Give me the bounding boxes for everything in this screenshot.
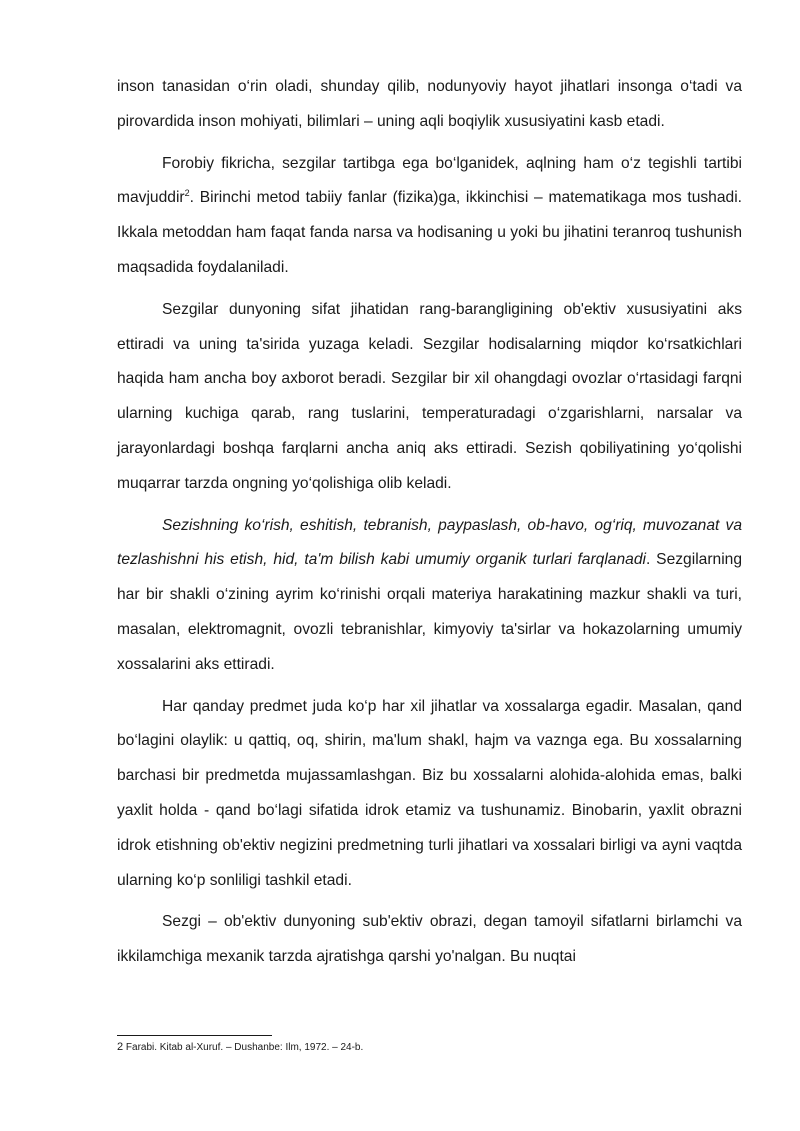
paragraph-5: Har qanday predmet juda ko‘p har xil jihatlar va xossalarga egadir. Masalan, qand bo‘lagini olaylik: u qattiq, oq, shirin, ma'lum shakl, hajm va vaznga ega. Bu xossalarning barchasi bir predmetda mujassamlashgan. Biz bu xossalarni alohida-alohida emas, balki yaxlit holda - qand bo‘lagi sifatida idrok etamiz va tushunamiz. Binobarin, yaxlit obrazni idrok etishning ob'ektiv negizini predmetning turli jihatlari va xossalari birligi va ayni vaqtda ularning ko‘p sonliligi tashkil etadi. — [117, 697, 742, 889]
footnote-reference: 2 — [184, 188, 190, 199]
paragraph-4 — [117, 509, 742, 683]
paragraph-4-italic: Sezishning ko‘rish, eshitish, tebranish, paypaslash, ob-havo, og‘riq, muvozanat va tezlashishni his etish, hid, ta'm bilish kabi umumiy organik turlari farqlanadi — [117, 516, 742, 569]
paragraph-1: inson tanasidan o‘rin oladi, shunday qilib, nodunyoviy hayot jihatlari insonga o‘tadi va pirovardida inson mohiyati, bilimlari – uning aqli boqiylik xususiyatini kasb etadi. — [117, 78, 742, 130]
footnote-number: 2 — [117, 1041, 124, 1053]
footnote — [117, 1040, 742, 1055]
body-text — [117, 70, 742, 982]
paragraph-4-text: . Sezgilarning har bir shakli o‘zining ayrim ko‘rinishi orqali materiya harakatining mazkur shakli va turi, masalan, elektromagnit, ovozli tebranishlar, kimyoviy ta'sirlar va hokazolarning umumiy xossalarini aks ettiradi. — [117, 551, 743, 673]
paragraph-2-text-continued: . Birinchi metod tabiiy fanlar (fizika)ga, ikkinchisi – matematikaga mos tushadi. Ikkala metoddan ham faqat fanda narsa va hodisaning u yoki bu jihatini teranroq tushunish maqsadida foydalaniladi. — [117, 189, 742, 276]
paragraph-6: Sezgi – ob'ektiv dunyoning sub'ektiv obrazi, degan tamoyil sifatlarni birlamchi va ikkilamchiga mexanik tarzda ajratishga qarshi yo'nalgan. Bu nuqtai — [117, 913, 742, 966]
paragraph-2-text: Forobiy fikricha, sezgilar tartibga ega bo‘lganidek, aqlning ham o‘z tegishli tartibi mavjuddir — [117, 154, 742, 207]
paragraph-2 — [117, 147, 742, 286]
paragraph-3: Sezgilar dunyoning sifat jihatidan rang-barangligining ob'ektiv xususiyatini aks ettiradi va uning ta'sirida yuzaga keladi. Sezgilar hodisalarning miqdor ko‘rsatkichlari haqida ham ancha boy axborot beradi. Sezgilar bir xil ohangdagi ovozlar o‘rtasidagi farqni ularning kuchiga qarab, rang tuslarini, temperaturadagi o‘zgarishlarni, narsalar va jarayonlardagi boshqa farqlarni ancha aniq aks ettiradi. Sezish qobiliyatining yo‘qolishi muqarrar tarzda ongning yo‘qolishiga olib keladi. — [117, 300, 742, 492]
footnote-divider — [117, 1035, 272, 1036]
footnote-text: Farabi. Kitab al-Xuruf. – Dushanbe: Ilm, 1972. – 24-b. — [125, 1042, 364, 1053]
